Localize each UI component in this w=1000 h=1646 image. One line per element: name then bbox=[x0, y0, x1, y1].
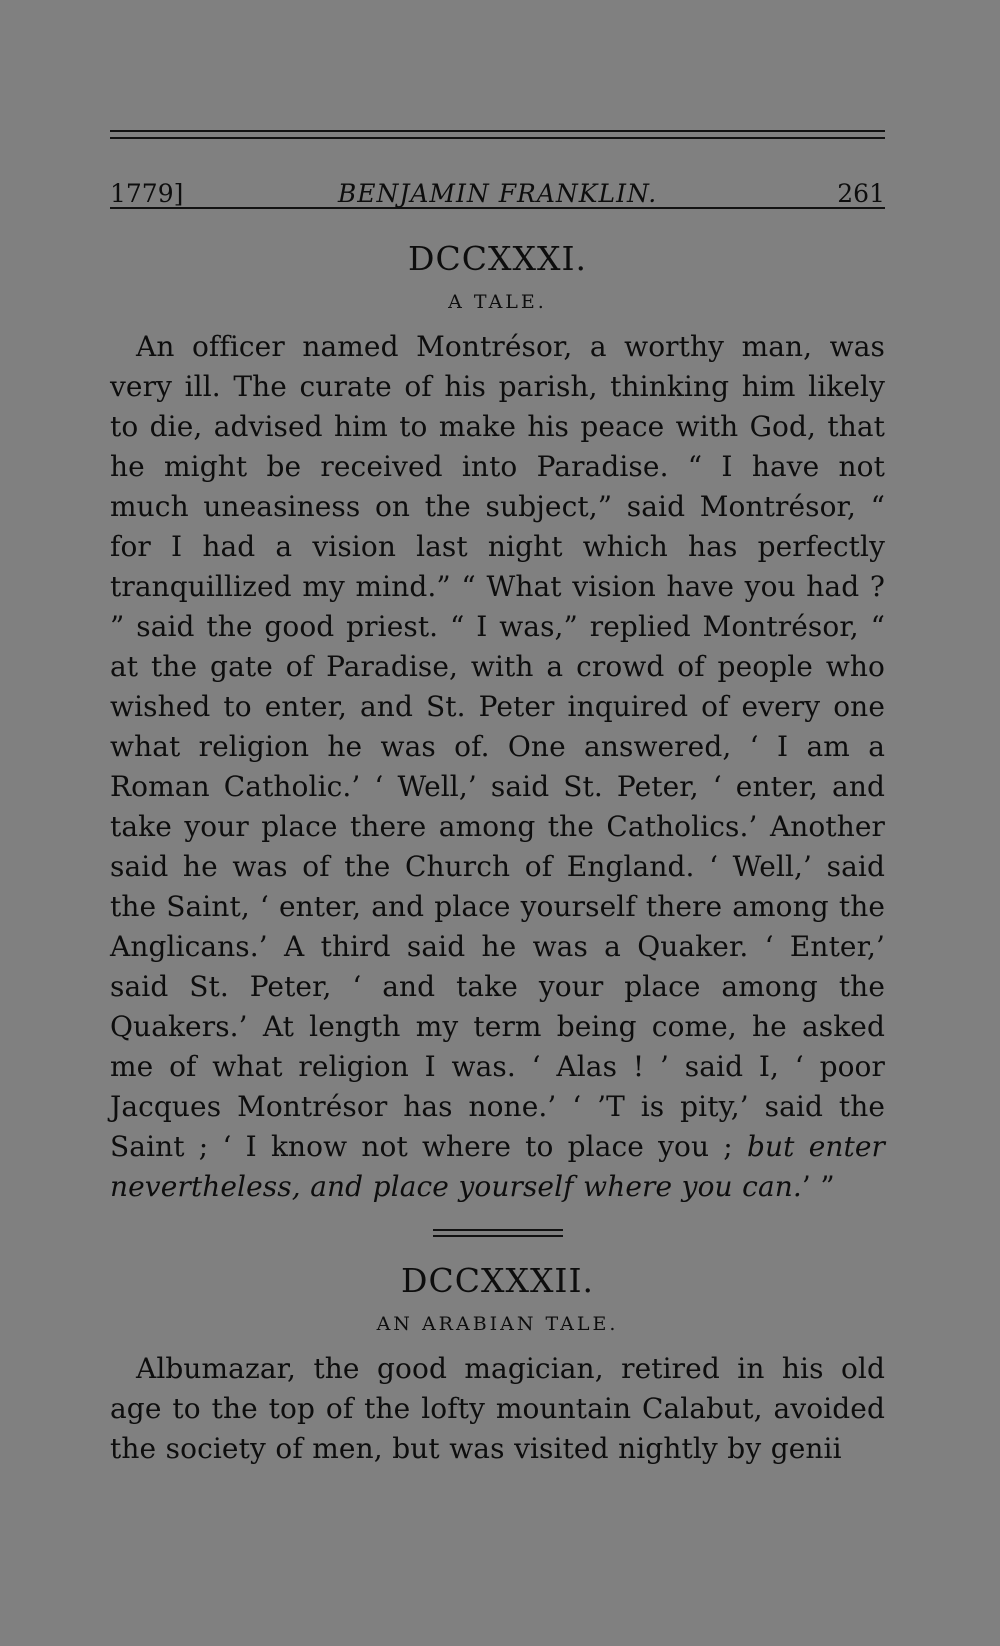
section-number-heading: DCCXXXI. bbox=[408, 239, 587, 278]
top-double-rule bbox=[110, 130, 885, 139]
section-body-paragraph bbox=[110, 327, 885, 1207]
running-head-title: BENJAMIN FRANKLIN. bbox=[337, 179, 658, 208]
section-body-paragraph-2: Albumazar, the good magician, retired in his old age to the top of the lofty mountain Calabut, avoided the society of men, but was visited nightly by genii bbox=[110, 1352, 885, 1465]
section-title-2: AN ARABIAN TALE. bbox=[376, 1313, 619, 1335]
section-number-heading-2: DCCXXXII. bbox=[401, 1261, 594, 1300]
paragraph-italic-text: but enter nevertheless, and place yourself where you can. bbox=[110, 1130, 886, 1203]
page-number: 261 bbox=[837, 179, 885, 208]
paragraph-closing-quote: ’ ” bbox=[801, 1170, 835, 1203]
section-separator-rule bbox=[433, 1229, 563, 1237]
paragraph-text: An officer named Montrésor, a worthy man, was very ill. The curate of his parish, thinking him likely to die, advised him to make his peace with God, that he might be received into Paradise. “ I have not much uneasiness on the subject,” said Montrésor, “ for I had a vision last night which has perfectly tranquillized my mind.” “ What vision have you had ? ” said the good priest. “ I was,” replied Montrésor, “ at the gate of Paradise, with a crowd of people who wished to enter, and St. Peter inquired of every one what religion he was of. One answered, ‘ I am a Roman Catholic.’ ‘ Well,’ said St. Peter, ‘ enter, and take your place there among the Catholics.’ Another said he was of the Church of England. ‘ Well,’ said the Saint, ‘ enter, and place yourself there among the Anglicans.’ A third said he was a Quaker. ‘ Enter,’ said St. Peter, ‘ and take your place among the Quakers.’ At length my term being come, he asked me of what religion I was. ‘ Alas ! ’ said I, ‘ poor Jacques Montrésor has none.’ ‘ ’T is pity,’ said the Saint ; ‘ I know not where to place you ; bbox=[110, 330, 885, 1163]
book-page bbox=[110, 130, 885, 1469]
running-head-year: 1779] bbox=[110, 179, 184, 208]
section-title: A TALE. bbox=[448, 291, 547, 313]
running-head bbox=[110, 139, 885, 208]
